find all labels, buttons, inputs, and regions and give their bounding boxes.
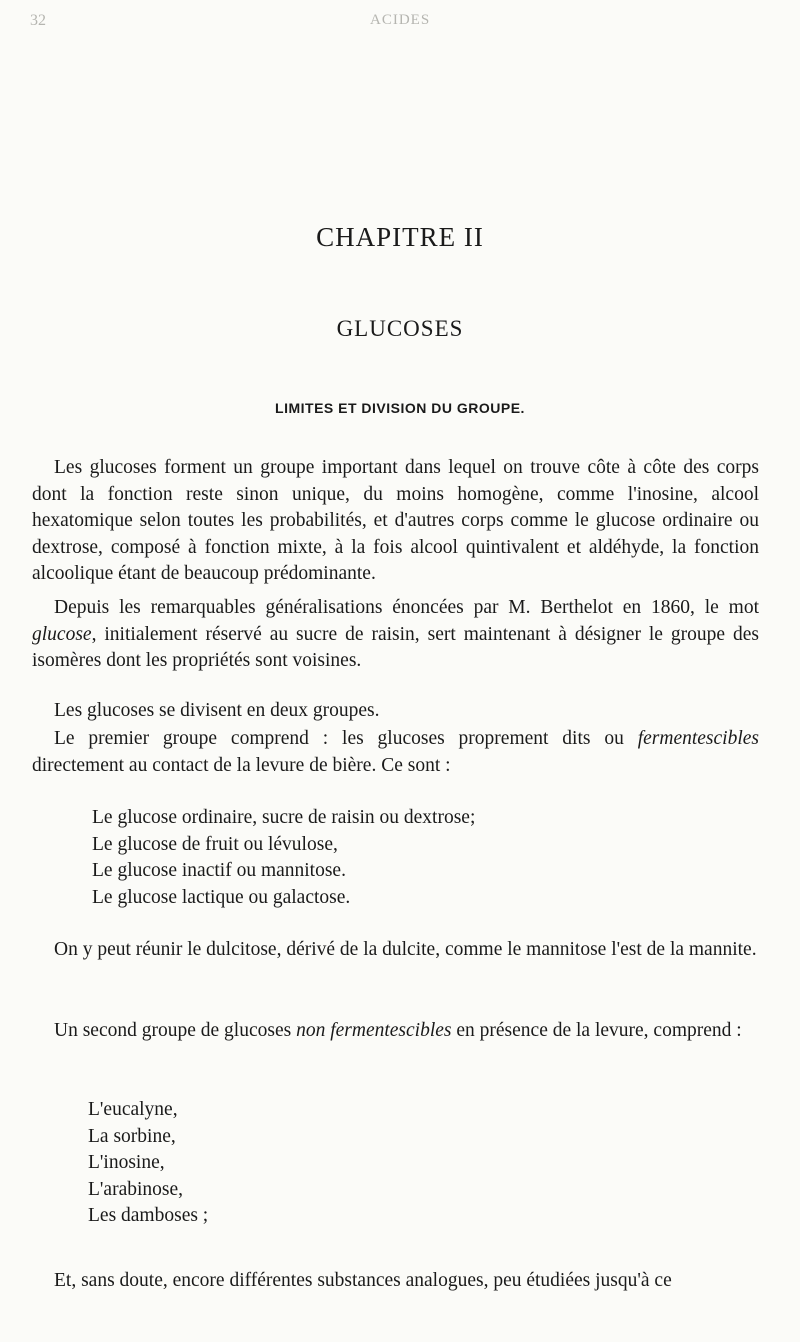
running-head: ACIDES [370,12,431,28]
list-item: Le glucose ordinaire, sucre de raisin ou dextrose; [92,807,476,828]
paragraph-intro: Les glucoses forment un groupe important dans lequel on trouve côte à côte des corps dont la fonction reste sinon unique, du moins homogène, comme l'inosine, alcool hexatomique selon toutes les probabilités, et d'autres corps comme le glucose ordinaire ou dextrose, composé à fonction mixte, à la fois alcool quintivalent et aldéhyde, la fonction alcoolique étant de beaucoup prédominante. [32,457,759,584]
paragraph-second-group: Un second groupe de glucoses non fermentescibles en présence de la levure, comprend : [54,1020,742,1041]
list-item: L'inosine, [88,1152,165,1173]
paragraph-dulcitose: On y peut réunir le dulcitose, dérivé de la dulcite, comme le mannitose l'est de la mannite. [54,939,757,960]
list-item: Les damboses ; [88,1205,209,1226]
list-item: Le glucose inactif ou mannitose. [92,860,346,881]
subsection-title: LIMITES ET DIVISION DU GROUPE. [275,400,525,416]
list-item: L'eucalyne, [88,1099,178,1120]
list-item: L'arabinose, [88,1178,184,1200]
paragraph-first-group: Le premier groupe comprend : les glucoses proprement dits ou fermentescibles directement au contact de la levure de bière. Ce sont : [32,728,759,776]
section-title: GLUCOSES [336,316,464,341]
paragraph-two-groups: Les glucoses se divisent en deux groupes. [54,700,380,721]
list-item: Le glucose lactique ou galactose. [92,886,351,908]
paragraph-continuation: Et, sans doute, encore différentes substances analogues, peu étudiées jusqu'à ce [54,1270,672,1291]
paragraph-berthelot: Depuis les remarquables généralisations énoncées par M. Berthelot en 1860, le mot glucose, initialement réservé au sucre de raisin, sert maintenant à désigner le groupe des isomères dont les propriétés sont voisines. [32,597,759,671]
non-fermentescible-list [88,1097,208,1230]
fermentescible-list [92,805,475,911]
list-item: La sorbine, [88,1125,176,1147]
page-number: 32 [30,12,46,29]
list-item: Le glucose de fruit ou lévulose, [92,833,338,855]
chapter-title: CHAPITRE II [316,222,484,252]
